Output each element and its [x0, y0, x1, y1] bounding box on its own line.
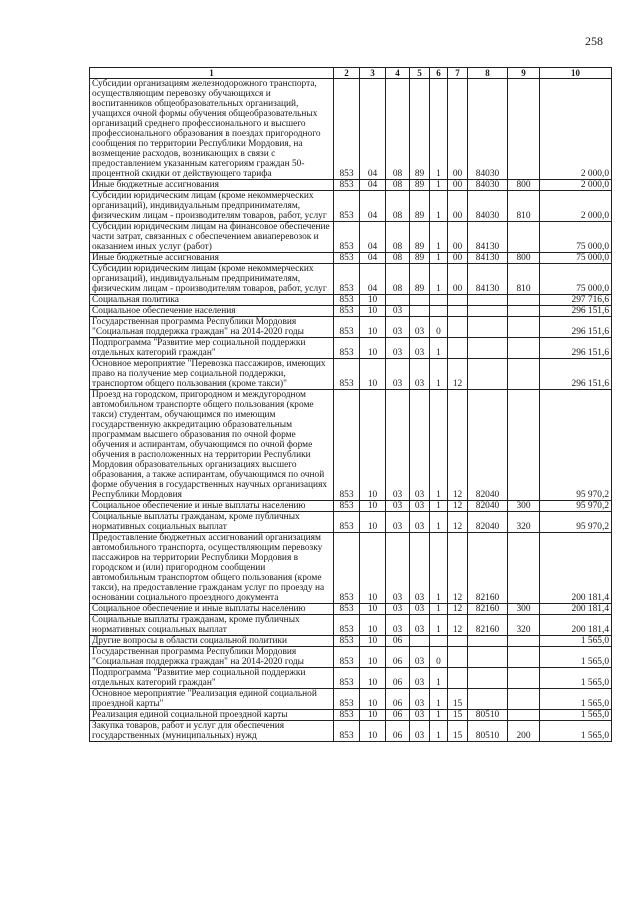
table-cell-c5: 03 — [410, 533, 430, 604]
table-cell-c7 — [448, 668, 468, 689]
table-cell-c9 — [508, 338, 540, 359]
table-cell-c9 — [508, 79, 540, 180]
table-cell-c9 — [508, 222, 540, 253]
table-cell-c10: 95 970,2 — [540, 501, 612, 512]
table-cell-c9 — [508, 668, 540, 689]
table-cell-c3: 10 — [360, 359, 386, 390]
row-description: Государственная программа Республики Мордовия "Социальная поддержка граждан" на 2014-2020 годы — [90, 647, 334, 668]
table-cell-c7 — [448, 306, 468, 317]
table-cell-c5: 89 — [410, 79, 430, 180]
table-cell-c8 — [468, 338, 508, 359]
table-cell-c7: 12 — [448, 604, 468, 615]
table-cell-c6: 1 — [430, 721, 448, 742]
table-cell-c2: 853 — [334, 533, 360, 604]
table-cell-c10: 75 000,0 — [540, 253, 612, 264]
table-cell-c8 — [468, 668, 508, 689]
table-cell-c9 — [508, 295, 540, 306]
table-cell-c10: 1 565,0 — [540, 668, 612, 689]
table-row — [90, 501, 612, 512]
table-cell-c2: 853 — [334, 512, 360, 533]
table-cell-c9: 810 — [508, 191, 540, 222]
table-cell-c7: 12 — [448, 390, 468, 501]
table-cell-c3: 10 — [360, 615, 386, 636]
table-row — [90, 317, 612, 338]
table-cell-c10: 75 000,0 — [540, 222, 612, 253]
table-row — [90, 647, 612, 668]
table-cell-c3: 10 — [360, 668, 386, 689]
table-cell-c4: 03 — [386, 306, 410, 317]
row-description: Социальное обеспечение населения — [90, 306, 334, 317]
table-cell-c7: 00 — [448, 264, 468, 295]
table-cell-c3: 10 — [360, 604, 386, 615]
table-cell-c3: 10 — [360, 295, 386, 306]
table-cell-c4: 08 — [386, 79, 410, 180]
table-cell-c4: 03 — [386, 359, 410, 390]
table-cell-c7: 00 — [448, 180, 468, 191]
table-cell-c10: 2 000,0 — [540, 79, 612, 180]
table-cell-c9 — [508, 359, 540, 390]
row-description: Социальная политика — [90, 295, 334, 306]
table-cell-c2: 853 — [334, 615, 360, 636]
table-cell-c8: 84130 — [468, 264, 508, 295]
table-cell-c7: 15 — [448, 710, 468, 721]
table-cell-c10: 200 181,4 — [540, 533, 612, 604]
row-description: Другие вопросы в области социальной политики — [90, 636, 334, 647]
table-cell-c2: 853 — [334, 501, 360, 512]
table-row — [90, 636, 612, 647]
table-cell-c8 — [468, 306, 508, 317]
col-header: 4 — [386, 68, 410, 79]
table-cell-c4: 03 — [386, 615, 410, 636]
table-cell-c2: 853 — [334, 317, 360, 338]
table-cell-c5: 03 — [410, 338, 430, 359]
table-cell-c2: 853 — [334, 647, 360, 668]
table-cell-c3: 10 — [360, 636, 386, 647]
table-cell-c8: 82040 — [468, 512, 508, 533]
table-cell-c3: 04 — [360, 222, 386, 253]
table-cell-c2: 853 — [334, 604, 360, 615]
table-cell-c6: 1 — [430, 710, 448, 721]
table-cell-c7: 15 — [448, 689, 468, 710]
table-cell-c10: 1 565,0 — [540, 721, 612, 742]
table-cell-c6: 1 — [430, 604, 448, 615]
table-cell-c4: 08 — [386, 191, 410, 222]
table-cell-c5: 03 — [410, 710, 430, 721]
row-description: Подпрограмма "Развитие мер социальной поддержки отдельных категорий граждан" — [90, 338, 334, 359]
table-cell-c10: 297 716,6 — [540, 295, 612, 306]
table-cell-c6: 1 — [430, 359, 448, 390]
table-cell-c4: 03 — [386, 604, 410, 615]
table-cell-c9 — [508, 636, 540, 647]
table-cell-c2: 853 — [334, 710, 360, 721]
table-cell-c5: 03 — [410, 668, 430, 689]
table-cell-c2: 853 — [334, 636, 360, 647]
table-row — [90, 253, 612, 264]
table-cell-c8: 84030 — [468, 180, 508, 191]
table-cell-c10: 1 565,0 — [540, 710, 612, 721]
table-cell-c3: 04 — [360, 191, 386, 222]
table-cell-c4: 06 — [386, 668, 410, 689]
table-cell-c6: 0 — [430, 647, 448, 668]
table-cell-c4: 03 — [386, 512, 410, 533]
table-cell-c6: 1 — [430, 501, 448, 512]
table-cell-c3: 10 — [360, 390, 386, 501]
table-cell-c7: 12 — [448, 512, 468, 533]
table-cell-c8: 84030 — [468, 79, 508, 180]
table-cell-c5: 03 — [410, 721, 430, 742]
table-cell-c4: 06 — [386, 721, 410, 742]
row-description: Субсидии юридическим лицам на финансовое обеспечение части затрат, связанных с обеспечением авиаперевозок и оказанием иных услуг (работ) — [90, 222, 334, 253]
table-cell-c6: 1 — [430, 689, 448, 710]
table-cell-c8 — [468, 636, 508, 647]
table-cell-c2: 853 — [334, 390, 360, 501]
table-cell-c6: 1 — [430, 512, 448, 533]
row-description: Иные бюджетные ассигнования — [90, 253, 334, 264]
table-row — [90, 79, 612, 180]
table-row — [90, 721, 612, 742]
row-description: Социальные выплаты гражданам, кроме публичных нормативных социальных выплат — [90, 512, 334, 533]
table-cell-c10: 200 181,4 — [540, 615, 612, 636]
table-cell-c6: 1 — [430, 79, 448, 180]
table-cell-c5: 03 — [410, 689, 430, 710]
table-cell-c10: 296 151,6 — [540, 306, 612, 317]
table-cell-c3: 10 — [360, 306, 386, 317]
table-cell-c4: 06 — [386, 689, 410, 710]
table-cell-c8 — [468, 295, 508, 306]
table-cell-c9: 800 — [508, 253, 540, 264]
table-cell-c9: 800 — [508, 180, 540, 191]
row-description: Социальные выплаты гражданам, кроме публичных нормативных социальных выплат — [90, 615, 334, 636]
col-header: 9 — [508, 68, 540, 79]
table-cell-c3: 10 — [360, 689, 386, 710]
table-cell-c7 — [448, 338, 468, 359]
table-cell-c5: 89 — [410, 222, 430, 253]
table-cell-c6: 1 — [430, 222, 448, 253]
table-cell-c3: 10 — [360, 647, 386, 668]
row-description: Субсидии юридическим лицам (кроме некоммерческих организаций), индивидуальным предпринимателям, физическим лицам - производителям товаров, работ, услуг — [90, 264, 334, 295]
table-cell-c8: 82160 — [468, 533, 508, 604]
table-cell-c5: 03 — [410, 390, 430, 501]
table-cell-c8: 84130 — [468, 253, 508, 264]
row-description: Социальное обеспечение и иные выплаты населению — [90, 501, 334, 512]
table-row — [90, 180, 612, 191]
table-cell-c2: 853 — [334, 306, 360, 317]
table-cell-c7: 00 — [448, 222, 468, 253]
table-cell-c2: 853 — [334, 338, 360, 359]
table-cell-c9 — [508, 306, 540, 317]
table-cell-c5: 89 — [410, 180, 430, 191]
table-cell-c9: 320 — [508, 615, 540, 636]
table-row — [90, 390, 612, 501]
table-cell-c5: 03 — [410, 317, 430, 338]
row-description: Государственная программа Республики Мордовия "Социальная поддержка граждан" на 2014-2020 годы — [90, 317, 334, 338]
table-cell-c6: 1 — [430, 533, 448, 604]
table-cell-c4 — [386, 295, 410, 306]
table-cell-c8: 80510 — [468, 710, 508, 721]
table-cell-c7: 00 — [448, 253, 468, 264]
table-cell-c6: 1 — [430, 390, 448, 501]
table-cell-c10: 296 151,6 — [540, 359, 612, 390]
table-cell-c10: 296 151,6 — [540, 317, 612, 338]
col-header: 6 — [430, 68, 448, 79]
table-cell-c3: 10 — [360, 512, 386, 533]
row-description: Социальное обеспечение и иные выплаты населению — [90, 604, 334, 615]
table-row — [90, 533, 612, 604]
table-cell-c6: 1 — [430, 264, 448, 295]
table-row — [90, 604, 612, 615]
table-cell-c9 — [508, 317, 540, 338]
table-cell-c7 — [448, 295, 468, 306]
table-cell-c2: 853 — [334, 180, 360, 191]
table-cell-c9 — [508, 647, 540, 668]
table-cell-c2: 853 — [334, 222, 360, 253]
col-header: 10 — [540, 68, 612, 79]
table-cell-c6: 1 — [430, 615, 448, 636]
table-cell-c6: 1 — [430, 180, 448, 191]
table-cell-c7: 12 — [448, 533, 468, 604]
table-cell-c3: 10 — [360, 721, 386, 742]
table-cell-c6: 1 — [430, 668, 448, 689]
table-cell-c8: 82040 — [468, 501, 508, 512]
table-cell-c6: 1 — [430, 253, 448, 264]
table-row — [90, 191, 612, 222]
table-cell-c3: 10 — [360, 710, 386, 721]
page-number: 258 — [585, 34, 603, 48]
table-cell-c6 — [430, 306, 448, 317]
row-description: Субсидии юридическим лицам (кроме некоммерческих организаций), индивидуальным предпринимателям, физическим лицам - производителям товаров, работ, услуг — [90, 191, 334, 222]
table-cell-c5 — [410, 295, 430, 306]
table-cell-c5: 03 — [410, 512, 430, 533]
table-cell-c4: 03 — [386, 533, 410, 604]
table-cell-c7 — [448, 317, 468, 338]
table-cell-c3: 10 — [360, 501, 386, 512]
row-description: Проезд на городском, пригородном и междугородном автомобильном транспорте общего пользования (кроме такси) студентам, обучающимся по имеющим государственную аккредитацию образовательным программам высшего образования по очной форме обучения и аспирантам, обучающимся по очной форме обучения в расположенных на территории Республики Мордовия образовательных организациях высшего образования, а также аспирантам, обучающимся по очной форме обучения в государственных научных организациях Республики Мордовия — [90, 390, 334, 501]
table-cell-c4: 06 — [386, 710, 410, 721]
table-cell-c9: 300 — [508, 604, 540, 615]
table-cell-c8: 84130 — [468, 222, 508, 253]
table-cell-c5: 03 — [410, 604, 430, 615]
table-cell-c10: 95 970,2 — [540, 390, 612, 501]
table-cell-c4: 03 — [386, 317, 410, 338]
col-header: 8 — [468, 68, 508, 79]
table-row — [90, 264, 612, 295]
table-cell-c9 — [508, 689, 540, 710]
table-cell-c4: 06 — [386, 636, 410, 647]
table-cell-c6: 1 — [430, 338, 448, 359]
table-cell-c7: 15 — [448, 721, 468, 742]
table-cell-c3: 10 — [360, 338, 386, 359]
table-row — [90, 710, 612, 721]
table-cell-c10: 1 565,0 — [540, 647, 612, 668]
table-cell-c8 — [468, 689, 508, 710]
table-cell-c5 — [410, 306, 430, 317]
table-cell-c2: 853 — [334, 264, 360, 295]
table-row — [90, 295, 612, 306]
table-cell-c9 — [508, 710, 540, 721]
table-row — [90, 306, 612, 317]
table-cell-c8: 80510 — [468, 721, 508, 742]
row-description: Подпрограмма "Развитие мер социальной поддержки отдельных категорий граждан" — [90, 668, 334, 689]
table-cell-c4: 08 — [386, 253, 410, 264]
table-cell-c5: 89 — [410, 264, 430, 295]
table-cell-c5: 03 — [410, 615, 430, 636]
table-cell-c6: 0 — [430, 317, 448, 338]
table-cell-c4: 08 — [386, 180, 410, 191]
table-cell-c6 — [430, 636, 448, 647]
table-cell-c2: 853 — [334, 191, 360, 222]
table-cell-c8: 84030 — [468, 191, 508, 222]
table-row — [90, 615, 612, 636]
table-cell-c3: 04 — [360, 253, 386, 264]
table-cell-c4: 03 — [386, 501, 410, 512]
table-cell-c10: 296 151,6 — [540, 338, 612, 359]
col-header: 7 — [448, 68, 468, 79]
table-cell-c2: 853 — [334, 689, 360, 710]
table-cell-c4: 06 — [386, 647, 410, 668]
table-cell-c10: 1 565,0 — [540, 689, 612, 710]
table-cell-c5: 89 — [410, 253, 430, 264]
table-cell-c8: 82040 — [468, 390, 508, 501]
table-cell-c9: 200 — [508, 721, 540, 742]
table-cell-c5: 89 — [410, 191, 430, 222]
table-row — [90, 222, 612, 253]
table-cell-c2: 853 — [334, 79, 360, 180]
table-cell-c10: 95 970,2 — [540, 512, 612, 533]
table-row — [90, 689, 612, 710]
table-cell-c9: 300 — [508, 501, 540, 512]
table-cell-c7: 12 — [448, 359, 468, 390]
row-description: Субсидии организациям железнодорожного транспорта, осуществляющим перевозку обучающихся и воспитанников общеобразовательных организаций, учащихся очной формы обучения общеобразовательных организаций среднего профессионального и высшего профессионального образования в поездах пригородного сообщения по территории Республики Мордовия, на возмещение расходов, возникающих в связи с предоставлением указанным категориям граждан 50-процентной скидки от действующего тарифа — [90, 79, 334, 180]
table-body — [90, 79, 612, 742]
table-cell-c3: 10 — [360, 533, 386, 604]
table-cell-c2: 853 — [334, 295, 360, 306]
table-cell-c2: 853 — [334, 721, 360, 742]
table-cell-c5 — [410, 636, 430, 647]
table-cell-c8 — [468, 359, 508, 390]
table-cell-c7: 00 — [448, 79, 468, 180]
table-cell-c4: 03 — [386, 338, 410, 359]
row-description: Основное мероприятие "Перевозка пассажиров, имеющих право на получение мер социальной поддержки, транспортом общего пользования (кроме такси)" — [90, 359, 334, 390]
table-cell-c10: 75 000,0 — [540, 264, 612, 295]
table-cell-c10: 2 000,0 — [540, 180, 612, 191]
table-row — [90, 668, 612, 689]
table-row — [90, 359, 612, 390]
row-description: Предоставление бюджетных ассигнований организациям автомобильного транспорта, осуществляющим перевозку пассажиров на территории Республики Мордовия в городском и (или) пригородном сообщении автомобильным транспортом общего пользования (кроме такси), на предоставление гражданам услуг по проезду на основании социального проездного документа — [90, 533, 334, 604]
row-description: Закупка товаров, работ и услуг для обеспечения государственных (муниципальных) нужд — [90, 721, 334, 742]
table-row — [90, 512, 612, 533]
table-cell-c2: 853 — [334, 253, 360, 264]
table-cell-c3: 04 — [360, 264, 386, 295]
table-row — [90, 338, 612, 359]
table-cell-c9 — [508, 533, 540, 604]
table-cell-c7 — [448, 636, 468, 647]
table-cell-c3: 10 — [360, 317, 386, 338]
col-header: 3 — [360, 68, 386, 79]
table-cell-c8: 82160 — [468, 604, 508, 615]
row-description: Иные бюджетные ассигнования — [90, 180, 334, 191]
table-cell-c4: 03 — [386, 390, 410, 501]
table-cell-c8 — [468, 317, 508, 338]
row-description: Реализация единой социальной проездной карты — [90, 710, 334, 721]
table-cell-c6 — [430, 295, 448, 306]
table-cell-c10: 2 000,0 — [540, 191, 612, 222]
table-cell-c9 — [508, 390, 540, 501]
table-cell-c5: 03 — [410, 359, 430, 390]
table-cell-c9: 320 — [508, 512, 540, 533]
table-cell-c7: 00 — [448, 191, 468, 222]
header-row — [90, 68, 612, 79]
table-cell-c2: 853 — [334, 359, 360, 390]
table-cell-c7: 12 — [448, 615, 468, 636]
col-header: 1 — [90, 68, 334, 79]
table-cell-c4: 08 — [386, 222, 410, 253]
table-cell-c6: 1 — [430, 191, 448, 222]
table-cell-c7 — [448, 647, 468, 668]
table-cell-c7: 12 — [448, 501, 468, 512]
budget-table — [89, 67, 612, 742]
table-cell-c3: 04 — [360, 180, 386, 191]
table-cell-c9: 810 — [508, 264, 540, 295]
table-cell-c5: 03 — [410, 647, 430, 668]
row-description: Основное мероприятие "Реализация единой социальной проездной карты" — [90, 689, 334, 710]
table-cell-c4: 08 — [386, 264, 410, 295]
table-cell-c3: 04 — [360, 79, 386, 180]
col-header: 5 — [410, 68, 430, 79]
table-cell-c10: 200 181,4 — [540, 604, 612, 615]
table-cell-c5: 03 — [410, 501, 430, 512]
table-cell-c10: 1 565,0 — [540, 636, 612, 647]
table-cell-c8: 82160 — [468, 615, 508, 636]
table-cell-c8 — [468, 647, 508, 668]
col-header: 2 — [334, 68, 360, 79]
table-cell-c2: 853 — [334, 668, 360, 689]
